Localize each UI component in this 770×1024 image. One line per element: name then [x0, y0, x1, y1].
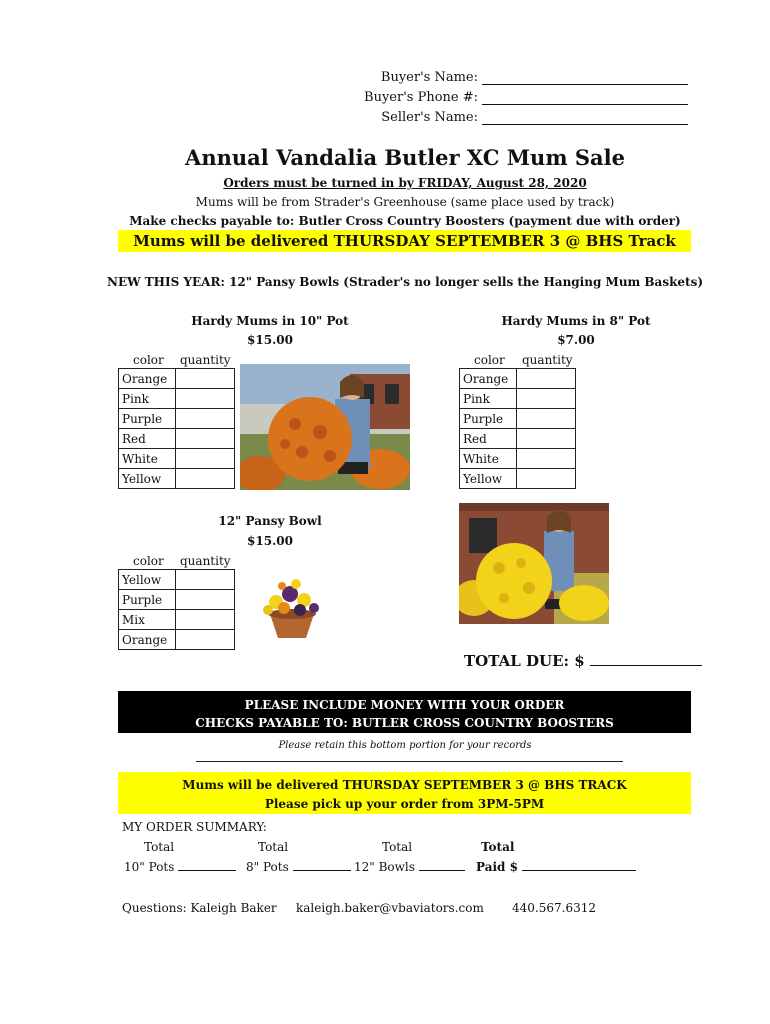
buyer-phone-field[interactable]: [482, 91, 688, 105]
order-row: [119, 610, 235, 630]
color-cell: White: [460, 449, 517, 469]
color-cell: Pink: [119, 389, 176, 409]
pansy-order-table: [118, 569, 235, 650]
total-due-label: TOTAL DUE: $: [464, 652, 585, 670]
delivery-banner: [118, 230, 691, 252]
paid-label: Paid $: [476, 860, 518, 874]
quantity-cell[interactable]: [176, 449, 235, 469]
quantity-cell[interactable]: [176, 369, 235, 389]
color-cell: Orange: [119, 630, 176, 650]
color-cell: Purple: [119, 590, 176, 610]
quantity-cell[interactable]: [176, 469, 235, 489]
mums10-title: Hardy Mums in 10" Pot: [191, 314, 349, 328]
buyer-name-label: Buyer's Name:: [380, 70, 478, 85]
quantity-cell[interactable]: [517, 469, 576, 489]
pots10-label: 10" Pots: [124, 860, 175, 874]
quantity-cell[interactable]: [176, 429, 235, 449]
order-row: [460, 369, 576, 389]
order-row: [119, 469, 235, 489]
color-cell: Orange: [460, 369, 517, 389]
pots8-row: [246, 860, 351, 874]
source-note: Mums will be from Strader's Greenhouse (same place used by track): [195, 195, 615, 209]
checks-note: Make checks payable to: Butler Cross Country Boosters (payment due with order): [129, 214, 681, 228]
pots10-field[interactable]: [178, 870, 236, 871]
yellow-mum-photo: [459, 503, 609, 624]
quantity-cell[interactable]: [517, 369, 576, 389]
pickup-delivery: Mums will be delivered THURSDAY SEPTEMBER 3 @ BHS TRACK: [182, 778, 627, 792]
order-row: [460, 409, 576, 429]
pansy-col-color: color: [133, 554, 164, 568]
mums10-col-color: color: [133, 353, 164, 367]
color-cell: Yellow: [119, 570, 176, 590]
pansy-title: 12" Pansy Bowl: [218, 514, 322, 528]
total-12-label: Total: [382, 840, 413, 854]
mums8-price: $7.00: [557, 333, 595, 347]
quantity-cell[interactable]: [517, 389, 576, 409]
total-10-label: Total: [144, 840, 175, 854]
pots8-field[interactable]: [293, 870, 351, 871]
color-cell: Orange: [119, 369, 176, 389]
pots10-row: [124, 860, 236, 874]
new-this-year: NEW THIS YEAR: 12" Pansy Bowls (Strader's no longer sells the Hanging Mum Baskets): [106, 275, 704, 289]
retain-note: Please retain this bottom portion for your records: [278, 740, 532, 751]
order-row: [119, 590, 235, 610]
quantity-cell[interactable]: [517, 429, 576, 449]
pansy-bowl-photo: [256, 572, 328, 642]
buyer-name-row: [300, 70, 688, 85]
total-paid-label: Total: [481, 840, 515, 854]
paid-row: [476, 860, 636, 874]
seller-name-row: [300, 110, 688, 125]
total-due: [464, 652, 702, 670]
color-cell: Pink: [460, 389, 517, 409]
pansy-col-qty: quantity: [180, 554, 231, 568]
mums8-title: Hardy Mums in 8" Pot: [501, 314, 651, 328]
color-cell: Yellow: [460, 469, 517, 489]
quantity-cell[interactable]: [517, 409, 576, 429]
total-8-label: Total: [258, 840, 289, 854]
pickup-banner: [118, 772, 691, 814]
bowls12-label: 12" Bowls: [354, 860, 415, 874]
order-row: [119, 409, 235, 429]
paid-field[interactable]: [522, 870, 636, 871]
contact-phone: 440.567.6312: [512, 901, 596, 915]
order-row: [460, 449, 576, 469]
quantity-cell[interactable]: [176, 630, 235, 650]
mums10-order-table: [118, 368, 235, 489]
order-row: [460, 389, 576, 409]
order-row: [119, 630, 235, 650]
seller-name-label: Seller's Name:: [381, 110, 478, 125]
color-cell: White: [119, 449, 176, 469]
color-cell: Purple: [119, 409, 176, 429]
mums8-col-qty: quantity: [522, 353, 573, 367]
color-cell: Yellow: [119, 469, 176, 489]
mums8-order-table: [459, 368, 576, 489]
mums10-col-qty: quantity: [180, 353, 231, 367]
page-title: Annual Vandalia Butler XC Mum Sale: [185, 145, 625, 170]
order-row: [119, 570, 235, 590]
quantity-cell[interactable]: [176, 409, 235, 429]
delivery-banner-text: Mums will be delivered THURSDAY SEPTEMBER 3 @ BHS Track: [133, 232, 676, 250]
mums8-col-color: color: [474, 353, 505, 367]
color-cell: Red: [460, 429, 517, 449]
quantity-cell[interactable]: [176, 389, 235, 409]
bowls12-row: [354, 860, 465, 874]
notice-line1: PLEASE INCLUDE MONEY WITH YOUR ORDER: [244, 698, 565, 712]
seller-name-field[interactable]: [482, 111, 688, 125]
payment-notice-banner: [118, 691, 691, 733]
order-row: [119, 369, 235, 389]
contact-email[interactable]: kaleigh.baker@vbaviators.com: [296, 901, 484, 915]
quantity-cell[interactable]: [176, 610, 235, 630]
buyer-phone-label: Buyer's Phone #:: [364, 90, 478, 105]
color-cell: Purple: [460, 409, 517, 429]
orange-mum-photo: [240, 364, 410, 490]
quantity-cell[interactable]: [176, 570, 235, 590]
order-row: [460, 429, 576, 449]
mums10-price: $15.00: [247, 333, 293, 347]
total-due-field[interactable]: [590, 665, 702, 666]
pansy-price: $15.00: [247, 534, 293, 548]
notice-line2: CHECKS PAYABLE TO: BUTLER CROSS COUNTRY BOOSTERS: [195, 716, 614, 730]
bowls12-field[interactable]: [419, 870, 465, 871]
questions-contact: Questions: Kaleigh Baker: [122, 901, 277, 915]
order-row: [119, 389, 235, 409]
order-deadline: Orders must be turned in by FRIDAY, August 28, 2020: [223, 176, 587, 190]
buyer-phone-row: [300, 90, 688, 105]
cut-line: [196, 761, 623, 762]
pickup-time: Please pick up your order from 3PM-5PM: [264, 797, 545, 811]
order-row: [119, 449, 235, 469]
order-row: [119, 429, 235, 449]
color-cell: Mix: [119, 610, 176, 630]
color-cell: Red: [119, 429, 176, 449]
buyer-name-field[interactable]: [482, 71, 688, 85]
pots8-label: 8" Pots: [246, 860, 289, 874]
order-summary-label: MY ORDER SUMMARY:: [122, 820, 267, 834]
quantity-cell[interactable]: [176, 590, 235, 610]
order-row: [460, 469, 576, 489]
quantity-cell[interactable]: [517, 449, 576, 469]
